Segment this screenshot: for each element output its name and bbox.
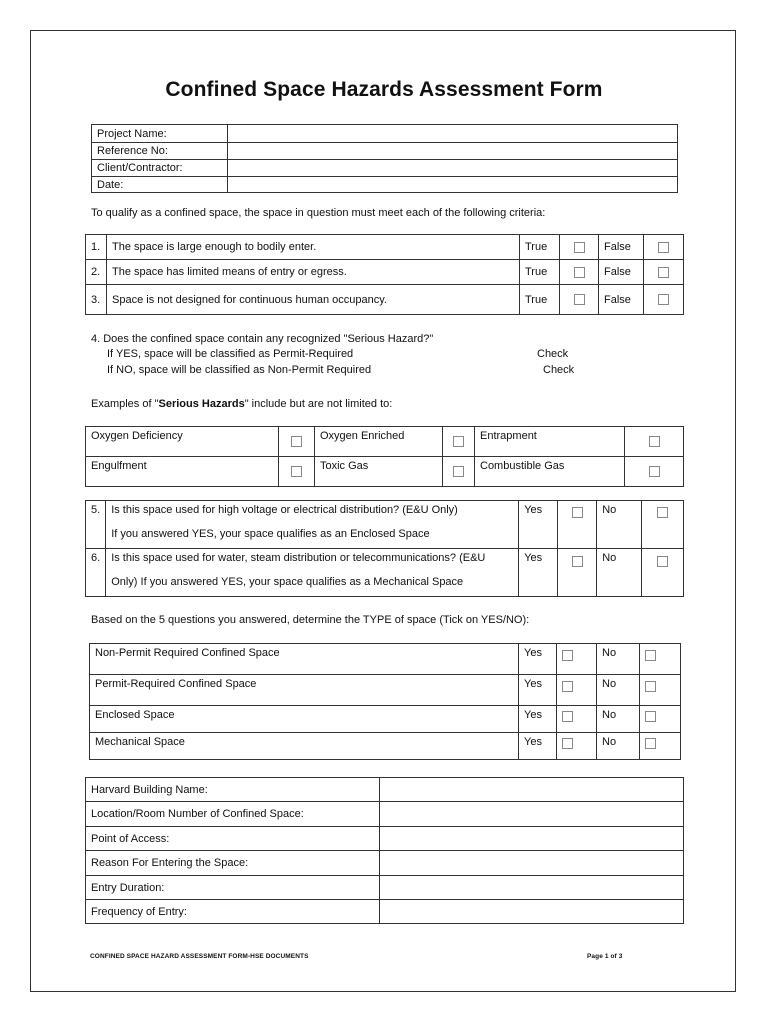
question-row bbox=[86, 549, 684, 597]
criteria-number: 2. bbox=[86, 260, 107, 285]
true-label: True bbox=[520, 260, 560, 285]
building-name-label: Harvard Building Name: bbox=[86, 778, 380, 802]
no-checkbox[interactable] bbox=[640, 644, 681, 675]
checkbox-icon bbox=[574, 294, 585, 305]
no-label: No bbox=[597, 706, 640, 733]
footer-page-number: Page 1 of 3 bbox=[587, 953, 623, 960]
project-info-table bbox=[91, 124, 678, 193]
no-label: No bbox=[597, 675, 640, 706]
false-label: False bbox=[599, 260, 644, 285]
yes-checkbox[interactable] bbox=[557, 644, 597, 675]
examples-intro-bold: Serious Hazards bbox=[158, 398, 245, 410]
criteria-row bbox=[86, 235, 684, 260]
hazard-checkbox[interactable] bbox=[279, 457, 315, 487]
space-type-label: Non-Permit Required Confined Space bbox=[90, 644, 519, 675]
hazards-row bbox=[86, 457, 684, 487]
no-checkbox[interactable] bbox=[642, 549, 684, 597]
false-checkbox[interactable] bbox=[644, 285, 684, 315]
q4-yes-check[interactable]: Check bbox=[537, 348, 569, 360]
hazard-checkbox[interactable] bbox=[443, 457, 475, 487]
question-text bbox=[106, 549, 519, 597]
location-room-field[interactable] bbox=[380, 802, 684, 827]
yes-checkbox[interactable] bbox=[558, 501, 597, 549]
criteria-intro: To qualify as a confined space, the space in question must meet each of the following criteria: bbox=[91, 207, 546, 219]
checkbox-icon bbox=[562, 711, 573, 722]
space-type-row bbox=[90, 733, 681, 760]
space-type-label: Permit-Required Confined Space bbox=[90, 675, 519, 706]
hazards-row bbox=[86, 427, 684, 457]
criteria-row bbox=[86, 260, 684, 285]
hazard-label: Oxygen Deficiency bbox=[86, 427, 279, 457]
checkbox-icon bbox=[649, 436, 660, 447]
criteria-text: The space is large enough to bodily enter. bbox=[107, 235, 520, 260]
date-label: Date: bbox=[92, 177, 228, 193]
true-label: True bbox=[520, 235, 560, 260]
form-title: Confined Space Hazards Assessment Form bbox=[165, 78, 603, 101]
checkbox-icon bbox=[657, 556, 668, 567]
checkbox-icon bbox=[572, 556, 583, 567]
reference-no-field[interactable] bbox=[228, 143, 678, 160]
hazard-label: Combustible Gas bbox=[475, 457, 625, 487]
frequency-entry-field[interactable] bbox=[380, 900, 684, 924]
checkbox-icon bbox=[658, 267, 669, 278]
checkbox-icon bbox=[453, 436, 464, 447]
point-of-access-field[interactable] bbox=[380, 827, 684, 851]
client-contractor-field[interactable] bbox=[228, 160, 678, 177]
yes-label: Yes bbox=[519, 549, 558, 597]
checkbox-icon bbox=[645, 650, 656, 661]
hazard-checkbox[interactable] bbox=[625, 427, 684, 457]
q4-question: 4. Does the confined space contain any recognized "Serious Hazard?" bbox=[91, 333, 434, 345]
space-type-table bbox=[89, 643, 681, 760]
hazard-checkbox[interactable] bbox=[279, 427, 315, 457]
space-type-label: Enclosed Space bbox=[90, 706, 519, 733]
examples-intro-before: Examples of " bbox=[91, 398, 159, 410]
hazard-label: Oxygen Enriched bbox=[315, 427, 443, 457]
checkbox-icon bbox=[562, 650, 573, 661]
question-number: 6. bbox=[86, 549, 106, 597]
checkbox-icon bbox=[453, 466, 464, 477]
project-name-field[interactable] bbox=[228, 125, 678, 143]
q4-no-check[interactable]: Check bbox=[543, 364, 575, 376]
false-checkbox[interactable] bbox=[644, 260, 684, 285]
location-room-label: Location/Room Number of Confined Space: bbox=[86, 802, 380, 827]
hazard-label: Entrapment bbox=[475, 427, 625, 457]
checkbox-icon bbox=[562, 681, 573, 692]
criteria-number: 1. bbox=[86, 235, 107, 260]
criteria-row bbox=[86, 285, 684, 315]
date-field[interactable] bbox=[228, 177, 678, 193]
hazard-checkbox[interactable] bbox=[625, 457, 684, 487]
checkbox-icon bbox=[291, 466, 302, 477]
space-details-table bbox=[85, 777, 684, 924]
no-label: No bbox=[597, 501, 642, 549]
hazards-table bbox=[85, 426, 684, 487]
question-line: Only) If you answered YES, your space qualifies as a Mechanical Space bbox=[111, 576, 464, 588]
reason-entering-field[interactable] bbox=[380, 851, 684, 876]
question-text bbox=[106, 501, 519, 549]
true-checkbox[interactable] bbox=[560, 260, 599, 285]
hazard-label: Engulfment bbox=[86, 457, 279, 487]
reference-no-label: Reference No: bbox=[92, 143, 228, 160]
false-label: False bbox=[599, 235, 644, 260]
checkbox-icon bbox=[574, 267, 585, 278]
false-checkbox[interactable] bbox=[644, 235, 684, 260]
checkbox-icon bbox=[291, 436, 302, 447]
no-checkbox[interactable] bbox=[642, 501, 684, 549]
yes-label: Yes bbox=[519, 501, 558, 549]
criteria-table bbox=[85, 234, 684, 315]
yes-label: Yes bbox=[519, 675, 557, 706]
frequency-entry-label: Frequency of Entry: bbox=[86, 900, 380, 924]
yes-checkbox[interactable] bbox=[557, 733, 597, 760]
q4-no-line: If NO, space will be classified as Non-Permit Required bbox=[107, 364, 372, 376]
true-label: True bbox=[520, 285, 560, 315]
space-type-label: Mechanical Space bbox=[90, 733, 519, 760]
question-line: Is this space used for high voltage or electrical distribution? (E&U Only) bbox=[111, 504, 458, 516]
question-line: Is this space used for water, steam distribution or telecommunications? (E&U bbox=[111, 552, 486, 564]
no-checkbox[interactable] bbox=[640, 733, 681, 760]
no-label: No bbox=[597, 549, 642, 597]
checkbox-icon bbox=[572, 507, 583, 518]
criteria-text: Space is not designed for continuous human occupancy. bbox=[107, 285, 520, 315]
client-contractor-label: Client/Contractor: bbox=[92, 160, 228, 177]
true-checkbox[interactable] bbox=[560, 235, 599, 260]
no-label: No bbox=[597, 733, 640, 760]
checkbox-icon bbox=[658, 294, 669, 305]
type-intro: Based on the 5 questions you answered, determine the TYPE of space (Tick on YES/NO): bbox=[91, 614, 530, 626]
yes-label: Yes bbox=[519, 644, 557, 675]
checkbox-icon bbox=[645, 681, 656, 692]
yes-label: Yes bbox=[519, 733, 557, 760]
false-label: False bbox=[599, 285, 644, 315]
no-checkbox[interactable] bbox=[640, 706, 681, 733]
hazard-checkbox[interactable] bbox=[443, 427, 475, 457]
true-checkbox[interactable] bbox=[560, 285, 599, 315]
space-type-row bbox=[90, 675, 681, 706]
project-name-label: Project Name: bbox=[92, 125, 228, 143]
yes-checkbox[interactable] bbox=[558, 549, 597, 597]
q4-yes-line: If YES, space will be classified as Permit-Required bbox=[107, 348, 354, 360]
checkbox-icon bbox=[658, 242, 669, 253]
no-checkbox[interactable] bbox=[640, 675, 681, 706]
criteria-number: 3. bbox=[86, 285, 107, 315]
hazard-label: Toxic Gas bbox=[315, 457, 443, 487]
checkbox-icon bbox=[649, 466, 660, 477]
yes-label: Yes bbox=[519, 706, 557, 733]
entry-duration-label: Entry Duration: bbox=[86, 876, 380, 900]
question-row bbox=[86, 501, 684, 549]
point-of-access-label: Point of Access: bbox=[86, 827, 380, 851]
criteria-text: The space has limited means of entry or egress. bbox=[107, 260, 520, 285]
entry-duration-field[interactable] bbox=[380, 876, 684, 900]
checkbox-icon bbox=[574, 242, 585, 253]
footer-document-title: CONFINED SPACE HAZARD ASSESSMENT FORM-HSE DOCUMENTS bbox=[90, 953, 309, 960]
checkbox-icon bbox=[645, 711, 656, 722]
no-label: No bbox=[597, 644, 640, 675]
building-name-field[interactable] bbox=[380, 778, 684, 802]
checkbox-icon bbox=[562, 738, 573, 749]
yes-checkbox[interactable] bbox=[557, 706, 597, 733]
checkbox-icon bbox=[657, 507, 668, 518]
question-number: 5. bbox=[86, 501, 106, 549]
yes-checkbox[interactable] bbox=[557, 675, 597, 706]
reason-entering-label: Reason For Entering the Space: bbox=[86, 851, 380, 876]
questions-5-6-table bbox=[85, 500, 684, 597]
examples-intro-after: " include but are not limited to: bbox=[244, 398, 393, 410]
question-line: If you answered YES, your space qualifies as an Enclosed Space bbox=[111, 528, 430, 540]
checkbox-icon bbox=[645, 738, 656, 749]
space-type-row bbox=[90, 644, 681, 675]
space-type-row bbox=[90, 706, 681, 733]
examples-intro bbox=[91, 398, 392, 410]
